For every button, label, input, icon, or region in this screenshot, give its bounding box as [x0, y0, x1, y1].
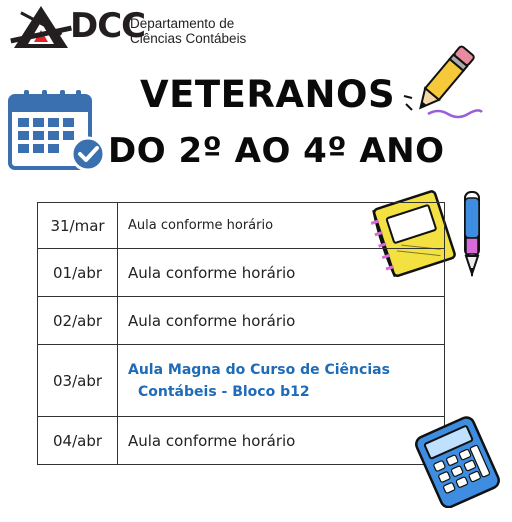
row-description: Aula conforme horário — [118, 203, 445, 249]
schedule-table — [37, 202, 445, 465]
table-row-highlighted — [38, 345, 445, 417]
dcc-logo-mark-icon — [10, 4, 72, 54]
table-row — [38, 203, 445, 249]
row-date: 04/abr — [38, 417, 118, 465]
row-date: 03/abr — [38, 345, 118, 417]
row-date: 02/abr — [38, 297, 118, 345]
department-name — [130, 16, 246, 46]
pen-icon — [458, 188, 486, 280]
department-line2: Ciências Contábeis — [130, 31, 247, 46]
title-line1: VETERANOS — [140, 73, 396, 116]
title-line2: DO 2º AO 4º ANO — [108, 131, 445, 171]
row-date: 31/mar — [38, 203, 118, 249]
row-description: Aula conforme horário — [118, 417, 445, 465]
table-row — [38, 249, 445, 297]
department-line1: Departamento de — [130, 16, 235, 31]
dcc-logo — [10, 4, 250, 54]
highlight-line1: Aula Magna do Curso de Ciências — [128, 361, 390, 378]
row-description-highlighted — [118, 345, 445, 417]
row-date: 01/abr — [38, 249, 118, 297]
table-row — [38, 297, 445, 345]
row-description: Aula conforme horário — [118, 249, 445, 297]
calendar-icon — [8, 88, 108, 176]
row-description: Aula conforme horário — [118, 297, 445, 345]
calculator-icon — [410, 414, 506, 508]
table-row — [38, 417, 445, 465]
logo-text: DCC — [70, 6, 146, 46]
highlight-line2: Contábeis - Bloco b12 — [138, 383, 310, 400]
pencil-icon — [398, 36, 488, 126]
